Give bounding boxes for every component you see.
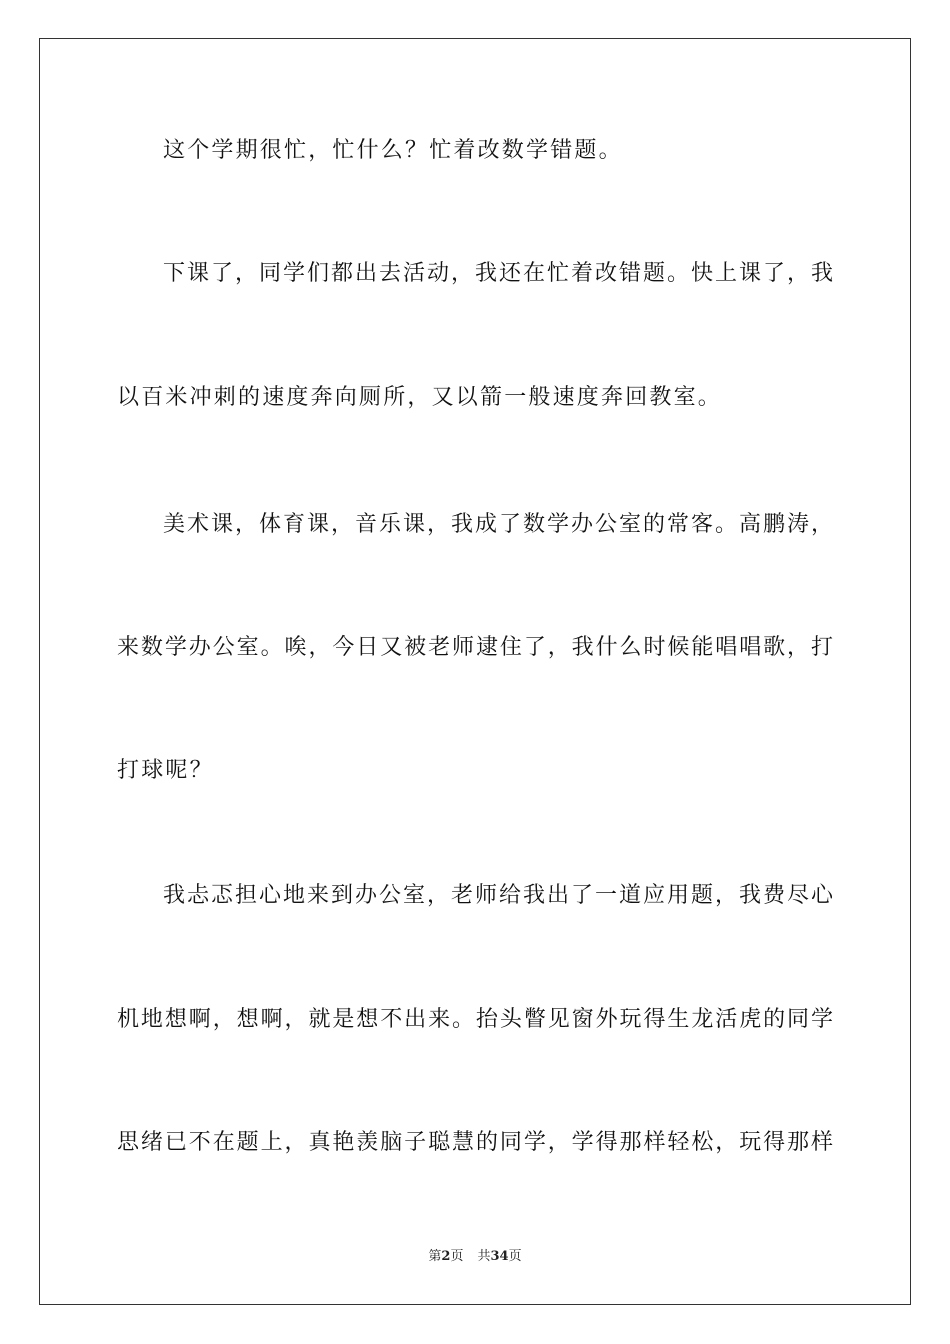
paragraph-line: 来数学办公室。唉，今日又被老师逮住了，我什么时候能唱唱歌，打 xyxy=(117,635,833,660)
total-suffix: 页 xyxy=(508,1249,522,1264)
paragraph-line: 以百米冲刺的速度奔向厕所，又以箭一般速度奔回教室。 xyxy=(117,385,723,410)
page-prefix: 第 xyxy=(428,1249,442,1264)
paragraph-line: 思绪已不在题上，真艳羡脑子聪慧的同学，学得那样轻松，玩得那样 xyxy=(117,1130,833,1155)
total-pages: 34 xyxy=(490,1249,509,1264)
paragraph-line: 这个学期很忙，忙什么？忙着改数学错题。 xyxy=(163,138,623,163)
total-prefix: 共 xyxy=(477,1249,491,1264)
paragraph-line: 下课了，同学们都出去活动，我还在忙着改错题。快上课了，我 xyxy=(163,261,833,286)
paragraph-line: 机地想啊，想啊，就是想不出来。抬头瞥见窗外玩得生龙活虎的同学 xyxy=(117,1007,833,1032)
page-border xyxy=(39,38,911,1305)
paragraph-line: 美术课，体育课，音乐课，我成了数学办公室的常客。高鹏涛， xyxy=(163,512,833,537)
page-number: 2 xyxy=(441,1249,451,1264)
paragraph-line: 我忐忑担心地来到办公室，老师给我出了一道应用题，我费尽心 xyxy=(163,883,833,908)
paragraph-line: 打球呢？ xyxy=(117,758,214,783)
page-footer xyxy=(0,1249,950,1265)
page-suffix: 页 xyxy=(450,1249,464,1264)
